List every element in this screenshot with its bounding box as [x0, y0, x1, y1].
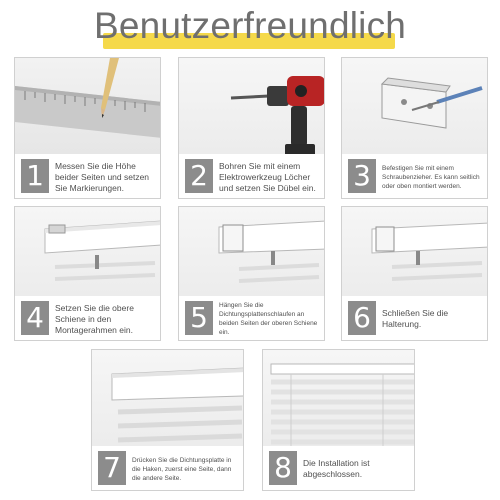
step-card-6: [341, 206, 488, 341]
step-6-number: 6: [348, 301, 376, 335]
bracket-icon: [342, 58, 487, 154]
rail-icon: [342, 207, 487, 296]
step-card-7: [91, 349, 244, 491]
step-6-text: Schließen Sie die Halterung.: [382, 308, 449, 329]
step-5-photo: [179, 207, 324, 296]
step-2-number: 2: [185, 159, 213, 193]
step-8-text: Die Installation ist abgeschlossen.: [303, 458, 370, 479]
step-5-number: 5: [185, 301, 213, 335]
step-4-number: 4: [21, 301, 49, 335]
step-6-photo: [342, 207, 487, 296]
step-2-text: Bohren Sie mit einem Elektrowerkzeug Löcher und setzen Sie Dübel ein.: [219, 160, 316, 193]
step-card-1: [14, 57, 161, 199]
step-2-photo: [179, 58, 324, 154]
step-8-photo: [263, 350, 414, 446]
rail-icon: [15, 207, 160, 296]
page-title: Benutzerfreundlich: [93, 5, 407, 46]
step-card-2: [178, 57, 325, 199]
step-card-8: [262, 349, 415, 491]
step-7-text: Drücken Sie die Dichtungsplatte in die Haken, zuerst eine Seite, dann die andere Seite.: [132, 456, 232, 482]
step-card-4: [14, 206, 161, 341]
step-card-5: [178, 206, 325, 341]
step-3-photo: [342, 58, 487, 154]
rail-icon: [179, 207, 324, 296]
step-1-text: Messen Sie die Höhe beider Seiten und setzen Sie Markierungen.: [55, 160, 150, 193]
step-4-photo: [15, 207, 160, 296]
drill-icon: [179, 58, 324, 154]
step-8-number: 8: [269, 451, 297, 485]
blind-icon: [263, 350, 414, 446]
step-1-photo: [15, 58, 160, 154]
step-5-text: Hängen Sie die Dichtungsplattenschlaufen an beiden Seiten der oberen Schiene ein.: [219, 302, 318, 336]
step-7-number: 7: [98, 451, 126, 485]
step-7-photo: [92, 350, 243, 446]
blind-icon: [92, 350, 243, 446]
step-card-3: [341, 57, 488, 199]
step-4-text: Setzen Sie die obere Schiene in den Montagerahmen ein.: [55, 302, 134, 335]
step-3-text: Befestigen Sie mit einem Schraubenzieher. Es kann seitlich oder oben montiert werden.: [382, 164, 480, 190]
ruler-pencil-icon: [15, 58, 160, 154]
header: [0, 0, 500, 55]
step-1-number: 1: [21, 159, 49, 193]
step-3-number: 3: [348, 159, 376, 193]
